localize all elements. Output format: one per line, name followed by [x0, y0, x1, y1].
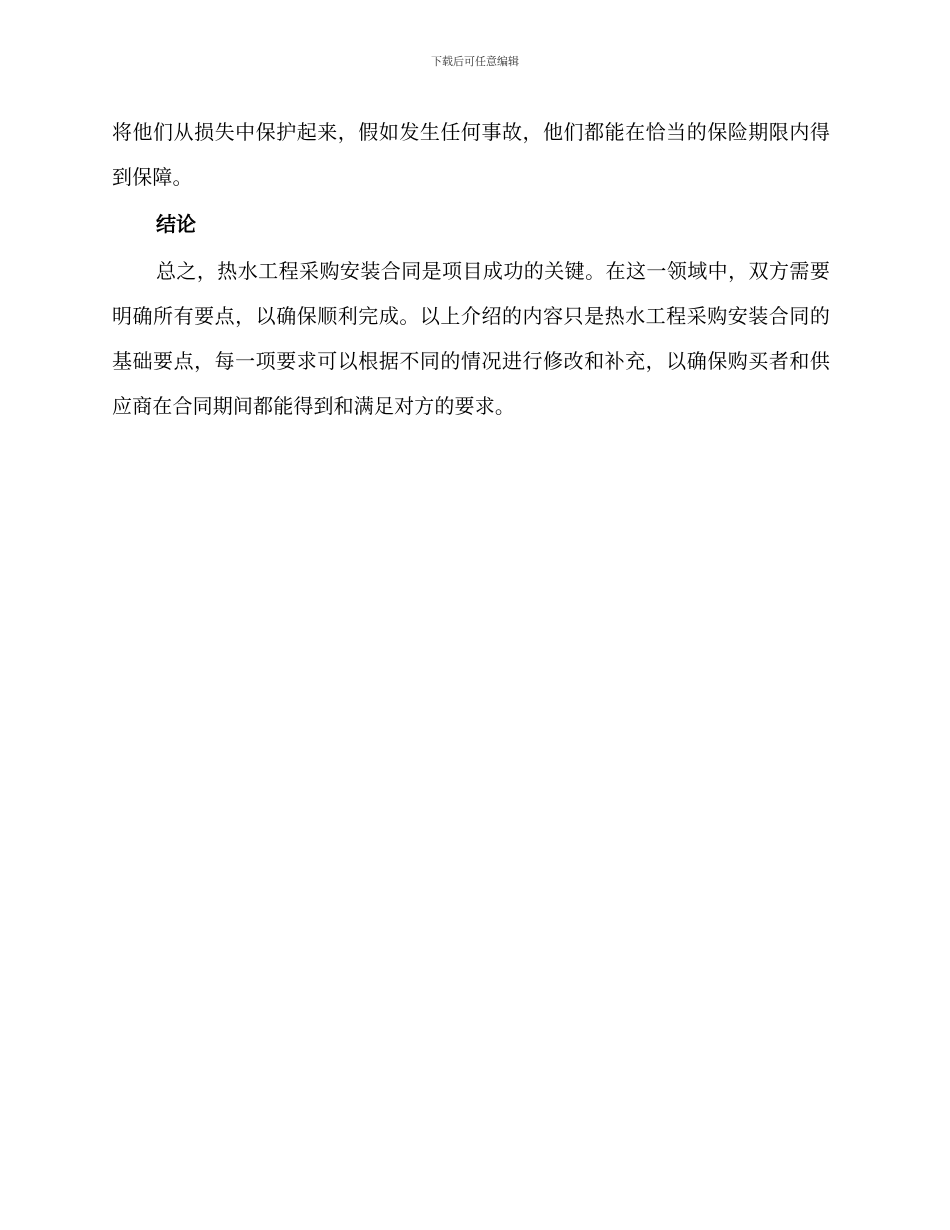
intro-paragraph: 将他们从损失中保护起来，假如发生任何事故，他们都能在恰当的保险期限内得到保障。 [112, 120, 830, 189]
page-header: 下载后可任意编辑 [431, 55, 519, 68]
document-body [112, 110, 830, 429]
section-heading-conclusion: 结论 [156, 212, 196, 236]
conclusion-paragraph: 总之，热水工程采购安装合同是项目成功的关键。在这一领域中，双方需要明确所有要点，以确保顺利完成。以上介绍的内容只是热水工程采购安装合同的基础要点，每一项要求可以根据不同的情况进行修改和补充，以确保购买者和供应商在合同期间都能得到和满足对方的要求。 [112, 259, 830, 418]
